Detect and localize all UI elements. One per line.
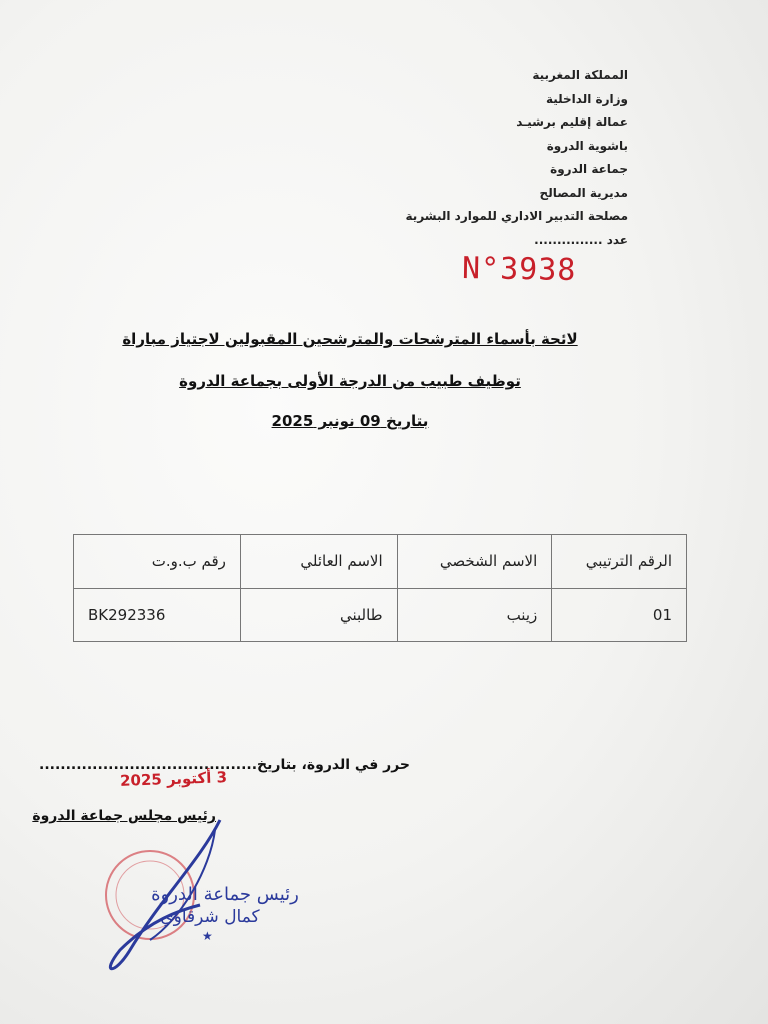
table-row (74, 588, 687, 642)
document-title-line-3: بتاريخ 09 نونبر 2025 (271, 412, 429, 430)
header-line: مديرية المصالح (539, 185, 628, 200)
cell-id-number: BK292336 (74, 588, 241, 642)
issued-at-line: حرر في الدروة، بتاريخ......................................... (39, 757, 410, 773)
header-line: عدد ............... (534, 232, 628, 247)
president-title: رئيس مجلس جماعة الدروة (32, 808, 216, 824)
header-line: المملكة المغربية (532, 68, 628, 82)
cell-last-name: طالبني (240, 588, 397, 642)
candidates-table (73, 534, 687, 642)
cell-first-name: زينب (397, 588, 552, 642)
svg-text:★: ★ (202, 929, 213, 943)
header-id-number: رقم ب.و.ت (74, 535, 241, 589)
header-first-name: الاسم الشخصي (397, 535, 552, 589)
header-line: وزارة الداخلية (545, 91, 628, 106)
registration-number-stamp: N°3938 (461, 251, 577, 288)
official-seal-and-signature (90, 800, 310, 990)
header-line: جماعة الدروة (550, 162, 628, 176)
date-stamp: 3 أكتوبر 2025 (119, 768, 228, 790)
administrative-header (328, 64, 628, 252)
header-line: مصلحة التدبير الاداري للموارد البشرية (405, 209, 628, 223)
document-title-line-2: توظيف طبيب من الدرجة الأولى بجماعة الدروة (179, 372, 521, 390)
header-line: باشوية الدروة (546, 138, 628, 153)
header-last-name: الاسم العائلي (240, 535, 397, 589)
cell-rank: 01 (552, 588, 687, 642)
seal-title-text: رئيس جماعة الدروة (151, 884, 299, 905)
header-rank: الرقم الترتيبي (552, 535, 687, 589)
table-header-row (74, 535, 687, 589)
document-title-line-1: لائحة بأسماء المترشحات والمترشحين المقبولين لاجتياز مباراة (122, 330, 578, 348)
seal-name-text: كمال شرقاوي (160, 907, 260, 927)
header-line: عمالة إقليم برشيـد (516, 115, 628, 129)
